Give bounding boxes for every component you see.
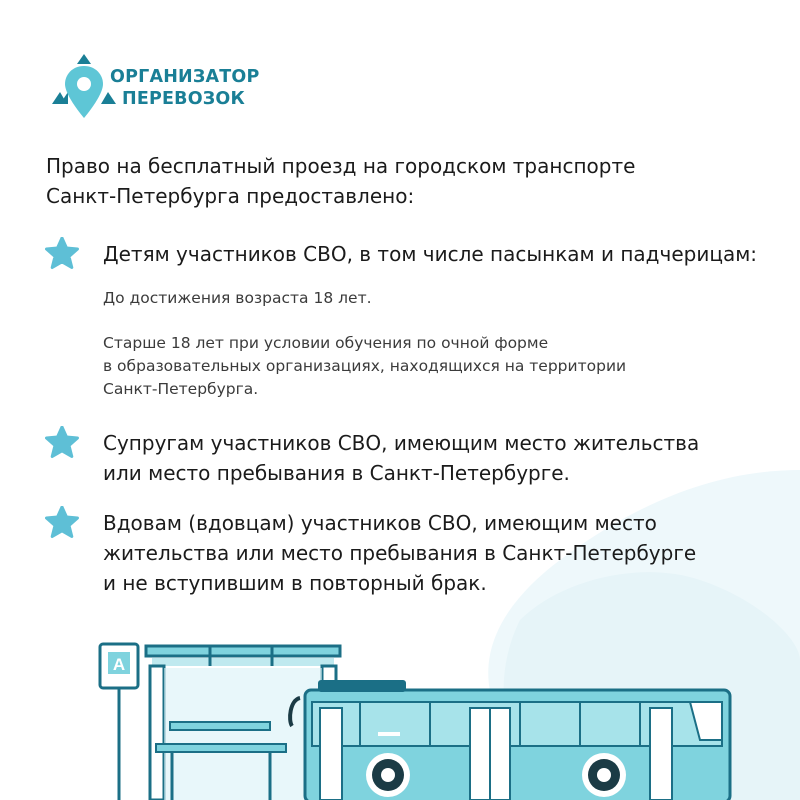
item-title xyxy=(103,508,783,598)
intro-text xyxy=(46,151,666,211)
bus xyxy=(290,680,730,800)
star-bullet-icon xyxy=(45,506,79,540)
logo-line-2: ПЕРЕВОЗОК xyxy=(122,89,246,109)
title-line: Вдовам (вдовцам) участников СВО, имеющим место xyxy=(103,511,657,535)
note-line: Санкт-Петербурга. xyxy=(103,380,259,398)
note-line: Старше 18 лет при условии обучения по очной форме xyxy=(103,334,549,352)
title-line: или место пребывания в Санкт-Петербурге. xyxy=(103,461,570,485)
logo-line-1: ОРГАНИЗАТОР xyxy=(110,67,260,87)
item-note-study xyxy=(103,332,663,401)
title-line: жительства или место пребывания в Санкт-Петербурге xyxy=(103,541,697,565)
bus-stop-sign-letter: А xyxy=(112,655,126,674)
note-line: в образовательных организациях, находящихся на территории xyxy=(103,357,627,375)
star-bullet-icon xyxy=(45,426,79,460)
intro-line-2: Санкт-Петербурга предоставлено: xyxy=(46,184,415,208)
item-title: Детям участников СВО, в том числе пасынкам и падчерицам: xyxy=(103,242,758,266)
item-note-age: До достижения возраста 18 лет. xyxy=(103,289,372,307)
title-line: Супругам участников СВО, имеющим место жительства xyxy=(103,431,700,455)
bus-stop-sign xyxy=(100,644,138,800)
bus-stop-illustration xyxy=(0,630,800,800)
item-title xyxy=(103,428,783,488)
title-line: и не вступившим в повторный брак. xyxy=(103,571,487,595)
intro-line-1: Право на бесплатный проезд на городском транспорте xyxy=(46,154,636,178)
logo-wordmark xyxy=(110,66,260,110)
star-bullet-icon xyxy=(45,237,79,271)
